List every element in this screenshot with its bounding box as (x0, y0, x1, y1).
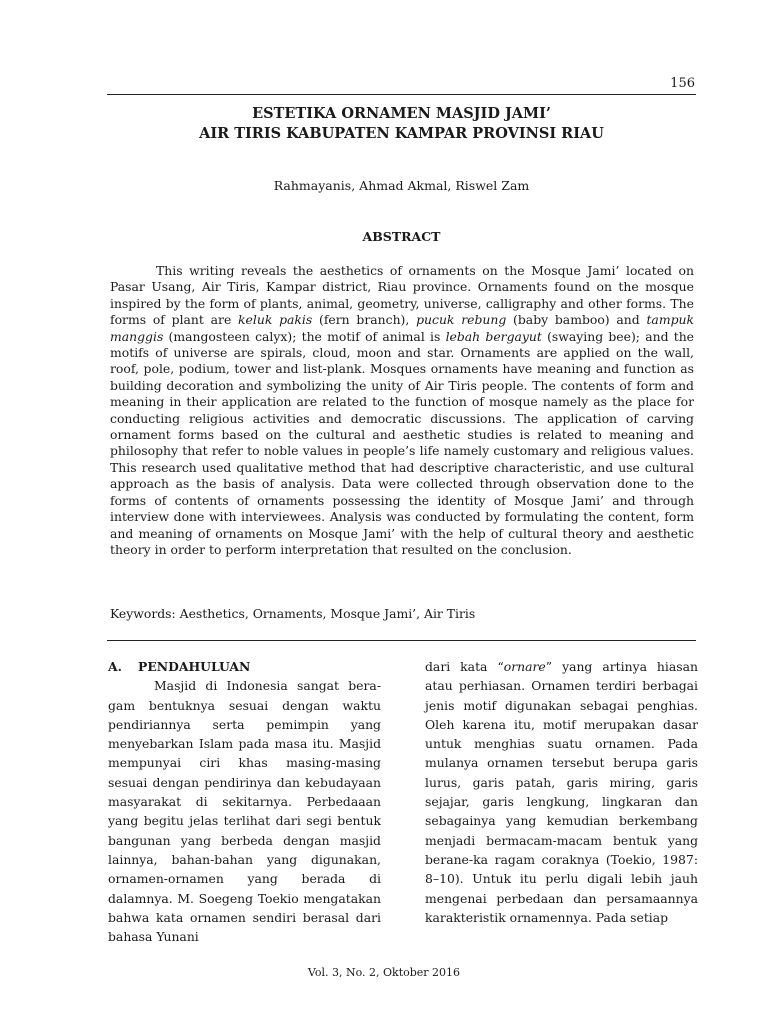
body-text: dari kata “ (425, 659, 504, 674)
abstract-text: (fern branch), (312, 312, 417, 328)
body-paragraph: Masjid di Indonesia sangat beragam bentuknya sesuai dengan waktu pendiriannya serta pemimpin yang menyebarkan Islam pada masa itu. Masjid mempunyai ciri khas masing-masing sesuai dengan pendirinya dan kebudayaan masyarakat di sekitarnya. Perbedaaan yang begitu jelas terlihat dari segi bentuk bangunan yang berbeda dengan masjid lainnya, bahan-bahan yang digunakan, ornamen-ornamen yang berada di dalamnya. M. Soegeng Toekio mengatakan bahwa kata ornamen sendiri berasal dari bahasa Yunani (108, 678, 381, 945)
footer-volume: Vol. 3, No. 2, Oktober 2016 (307, 966, 461, 979)
abstract-text: (swaying bee); and the motifs of universe are spirals, cloud, moon and star. Ornaments are applied on the wall, roof, pole, podium, tower and list-plank. Mosques ornaments have meaning and function as building decoration and symbolizing the unity of Air Tiris people. The contents of form and meaning in their application are related to the function of mosque namely as the place for conducting religious activities and democratic discussions. The application of carving ornament forms based on the cultural and aesthetic studies is related to meaning and philosophy that refer to noble values in people’s life namely customary and religious values. This research used qualitative method that had descriptive characteristic, and use cultural approach as the basis of analysis. Data were collected through observation done to the forms of contents of ornaments possessing the identity of Mosque Jami’ and through interview done with interviewees. Analysis was conducted by formulating the content, form and meaning of ornaments on Mosque Jami’ with the help of cultural theory and aesthetic theory in order to perform interpretation that resulted on the conclusion. (110, 328, 695, 557)
body-column-left (108, 657, 381, 946)
abstract-italic-term: tampuk manggis (110, 312, 694, 344)
abstract-text: This writing reveals the aesthetics of ornaments on the Mosque Jami’ located on Pasar Usang, Air Tiris, Kampar district, Riau province. Ornaments found on the mosque inspired by the form of plants, animal, geometry, universe, calligraphy and other forms. The forms of plant are (110, 263, 694, 328)
title-line-2: AIR TIRIS KABUPATEN KAMPAR PROVINSI RIAU (199, 125, 604, 142)
abstract-italic-term: lebah bergayut (445, 328, 542, 344)
abstract-text: (baby bamboo) and (506, 312, 647, 328)
title-line-1: ESTETIKA ORNAMEN MASJID JAMI’ (252, 105, 551, 122)
section-heading (108, 657, 381, 676)
page-number: 156 (670, 76, 695, 91)
abstract-italic-term: keluk pakis (238, 312, 313, 328)
abstract-text: (mangosteen calyx); the motif of animal is (163, 328, 446, 344)
body-column-right (425, 657, 698, 927)
keywords: Keywords: Aesthetics, Ornaments, Mosque Jami’, Air Tiris (110, 606, 476, 621)
abstract-heading: ABSTRACT (362, 229, 441, 244)
section-title: PENDAHULUAN (138, 659, 251, 674)
authors: Rahmayanis, Ahmad Akmal, Riswel Zam (273, 178, 530, 193)
paper-title (107, 104, 696, 144)
section-divider (107, 640, 696, 641)
abstract-body (110, 263, 694, 558)
section-number: A. (108, 659, 122, 674)
body-paragraph (425, 657, 698, 927)
body-italic-term: ornare (503, 659, 546, 674)
header-rule (107, 94, 696, 95)
abstract-italic-term: pucuk rebung (416, 312, 507, 328)
body-text: ” yang artinya hiasan atau perhiasan. Ornamen terdiri berbagai jenis motif digunakan sebagai penghias. Oleh karena itu, motif merupakan dasar untuk menghias suatu ornamen. Pada mulanya ornamen tersebut berupa garis lurus, garis patah, garis miring, garis sejajar, garis lengkung, lingkaran dan sebagainya yang kemudian berkembang menjadi bermacam-macam bentuk yang berane-ka ragam coraknya (Toekio, 1987: 8–10). Untuk itu perlu digali lebih jauh mengenai perbedaan dan persamaannya karakteristik ornamennya. Pada setiap (425, 659, 698, 925)
